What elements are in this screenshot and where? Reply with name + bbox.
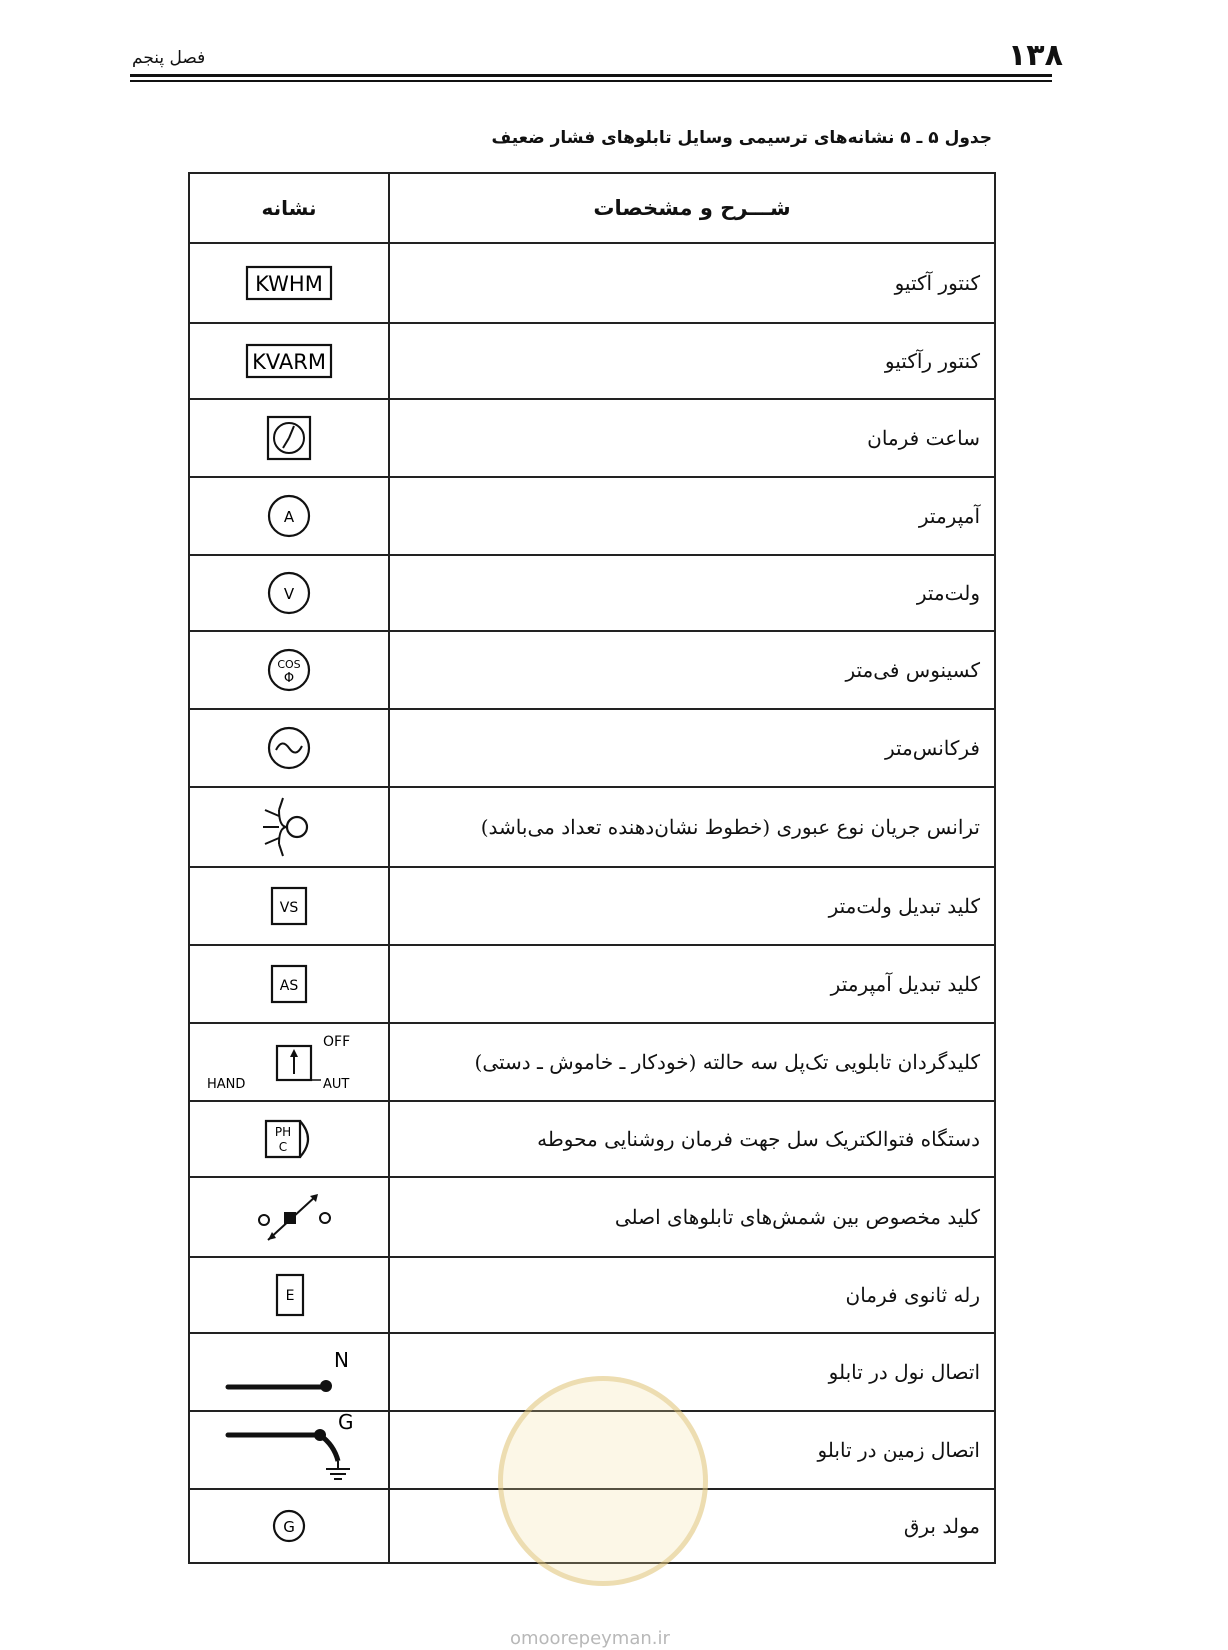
frequency-meter-icon	[259, 720, 319, 776]
symbol-cell	[190, 244, 390, 322]
kvarm-meter-icon	[229, 336, 349, 386]
svg-text:AS: AS	[279, 978, 299, 994]
svg-text:COS: COS	[277, 658, 301, 671]
symbol-cell	[190, 632, 390, 708]
description-cell: رله ثانوی فرمان	[845, 1283, 980, 1307]
table-row	[190, 556, 994, 632]
table-row	[190, 1024, 994, 1102]
description-cell: ترانس جریان نوع عبوری (خطوط نشان‌دهنده تعداد می‌باشد)	[480, 815, 980, 839]
description-cell: اتصال زمین در تابلو	[817, 1438, 980, 1462]
description-cell: کلید تبدیل آمپرمتر	[830, 972, 980, 996]
symbol-cell	[190, 324, 390, 398]
svg-text:KVARM: KVARM	[252, 350, 326, 374]
symbol-cell	[190, 400, 390, 476]
symbols-table	[188, 172, 996, 1564]
table-row	[190, 478, 994, 556]
svg-text:E: E	[285, 1288, 295, 1304]
symbol-cell	[190, 710, 390, 786]
table-row	[190, 1178, 994, 1258]
description-cell: کنتور آکتیو	[894, 271, 980, 295]
symbol-cell	[190, 1178, 390, 1256]
table-row	[190, 244, 994, 324]
table-caption: جدول ۵ ـ ۵ نشانه‌های ترسیمی وسایل تابلوهای فشار ضعیف	[491, 128, 992, 148]
header-rule-secondary	[130, 80, 1052, 82]
voltmeter-icon	[259, 565, 319, 621]
symbol-cell	[190, 556, 390, 630]
symbol-cell	[190, 1412, 390, 1488]
description-column-header: شـــرح و مشخصات	[593, 196, 791, 220]
table-row	[190, 868, 994, 946]
description-cell: دستگاه فتوالکتریک سل جهت فرمان روشنایی محوطه	[537, 1127, 980, 1151]
svg-text:N: N	[334, 1348, 349, 1372]
description-cell: کلید تبدیل ولت‌متر	[828, 894, 980, 918]
svg-text:G: G	[338, 1413, 354, 1434]
photocell-icon	[254, 1111, 324, 1167]
voltmeter-switch-icon	[259, 878, 319, 934]
watermark-logo	[498, 1376, 708, 1586]
svg-text:V: V	[283, 585, 295, 603]
description-cell: اتصال نول در تابلو	[828, 1360, 980, 1384]
svg-text:A: A	[283, 508, 295, 526]
svg-text:KWHM: KWHM	[255, 272, 323, 296]
description-cell: کلید مخصوص بین شمش‌های تابلوهای اصلی	[614, 1205, 980, 1229]
description-cell: ولت‌متر	[916, 581, 980, 605]
description-cell: ساعت فرمان	[867, 426, 980, 450]
neutral-connection-icon	[214, 1337, 364, 1407]
description-cell: کلیدگردان تابلویی تک‌پل سه حالته (خودکار ـ خاموش ـ دستی)	[474, 1050, 980, 1074]
symbol-cell	[190, 1334, 390, 1410]
description-cell: کسینوس فی‌متر	[845, 658, 980, 682]
svg-text:Φ: Φ	[283, 671, 295, 686]
table-header-row	[190, 174, 994, 244]
svg-text:OFF: OFF	[323, 1034, 351, 1050]
description-cell: کنتور رآکتیو	[884, 349, 980, 373]
symbol-cell	[190, 478, 390, 554]
header-rule	[130, 74, 1052, 77]
table-row	[190, 400, 994, 478]
generator-icon	[259, 1501, 319, 1551]
svg-text:PH: PH	[274, 1125, 292, 1139]
svg-text:AUT: AUT	[323, 1077, 350, 1092]
ammeter-icon	[259, 488, 319, 544]
symbol-cell	[190, 1102, 390, 1176]
symbol-cell	[190, 946, 390, 1022]
symbol-cell	[190, 788, 390, 866]
table-row	[190, 1102, 994, 1178]
table-row	[190, 788, 994, 868]
symbol-cell	[190, 1490, 390, 1562]
current-transformer-icon	[249, 792, 329, 862]
symbol-cell	[190, 868, 390, 944]
description-cell: فرکانس‌متر	[884, 736, 980, 760]
kwhm-meter-icon	[229, 258, 349, 308]
table-row	[190, 710, 994, 788]
description-cell: آمپرمتر	[918, 504, 980, 528]
table-row	[190, 324, 994, 400]
table-row	[190, 632, 994, 710]
table-row	[190, 946, 994, 1024]
table-row	[190, 1258, 994, 1334]
watermark-url: omoorepeyman.ir	[510, 1628, 670, 1649]
earth-connection-icon	[214, 1413, 364, 1487]
secondary-relay-icon	[259, 1267, 319, 1323]
three-position-switch-icon	[199, 1026, 379, 1098]
svg-text:C: C	[278, 1140, 288, 1154]
symbol-column-header: نشانه	[190, 174, 390, 242]
description-cell: مولد برق	[903, 1514, 980, 1538]
control-clock-icon	[259, 410, 319, 466]
svg-text:G: G	[283, 1518, 295, 1536]
svg-text:VS: VS	[279, 900, 299, 916]
page-number: ۱۳۸	[1008, 38, 1063, 73]
bus-coupler-switch-icon	[234, 1182, 344, 1252]
chapter-title: فصل پنجم	[132, 48, 206, 68]
svg-text:HAND: HAND	[207, 1077, 246, 1092]
cos-phi-meter-icon	[259, 642, 319, 698]
ammeter-switch-icon	[259, 956, 319, 1012]
symbol-cell	[190, 1258, 390, 1332]
symbol-cell	[190, 1024, 390, 1100]
